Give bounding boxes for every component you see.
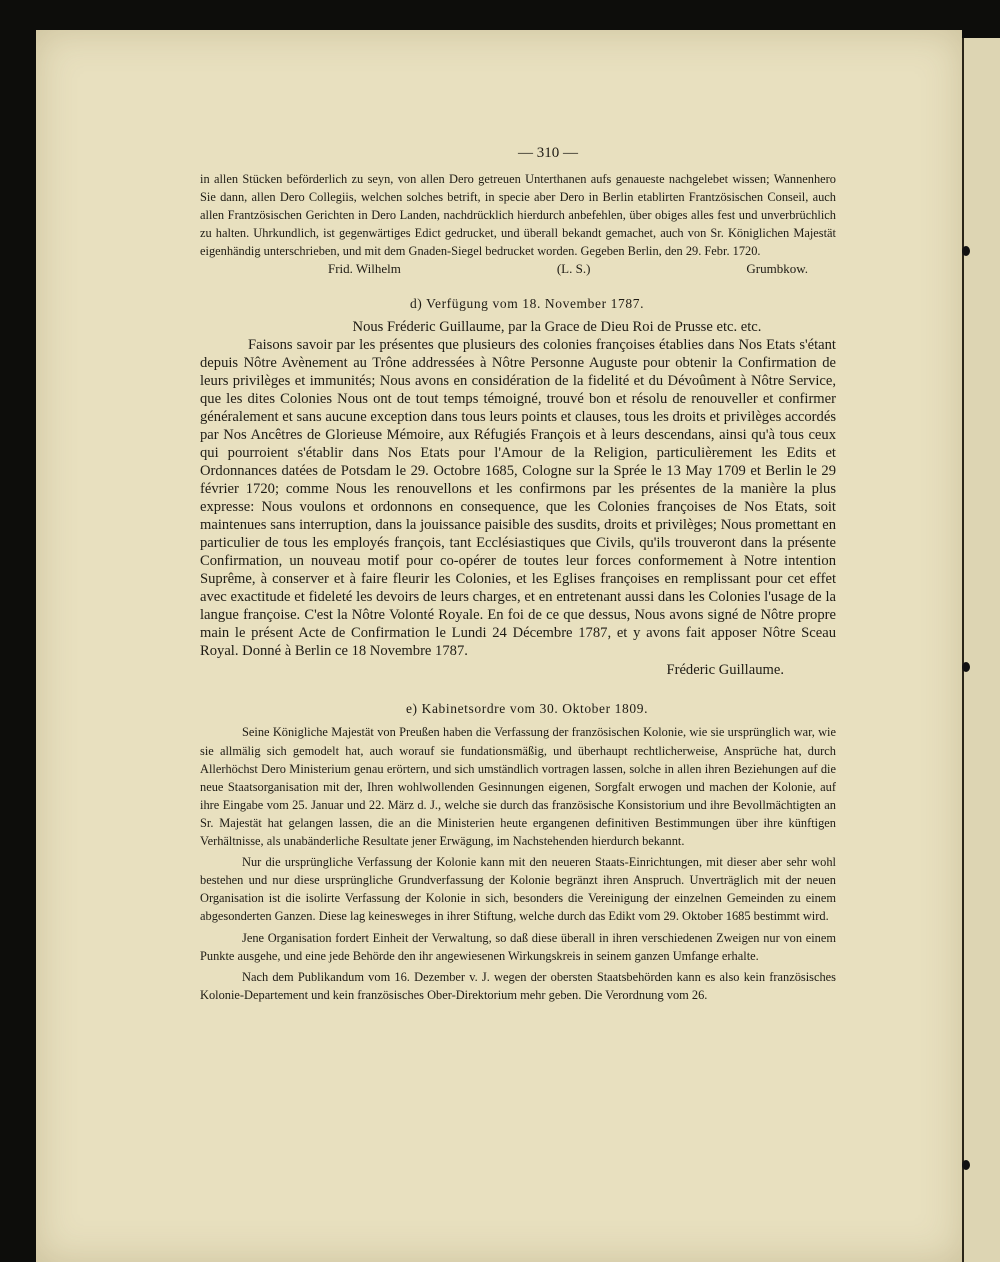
section-e-paragraph: Nur die ursprüngliche Verfassung der Kolonie kann mit den neueren Staats-Einrichtungen, mit dieser aber sehr wohl bestehen und nur diese ursprüngliche Grundverfassung der Kolonie begränzt ihren Anspruch. Unverträglich mit der neuen Organisation ist die isolirte Verfassung der Kolonie in sich, besonders die Vereinigung der einzelnen Gemeinden zu einem abgesonderten Ganzen. Diese lag keinesweges in ihrer Stiftung, welche durch das Edikt vom 29. Oktober 1685 bestimmt wird. bbox=[200, 855, 836, 924]
page-content bbox=[200, 145, 836, 1004]
section-d-opening: Nous Fréderic Guillaume, par la Grace de Dieu Roi de Prusse etc. etc. bbox=[352, 319, 762, 336]
section-d-heading: d) Verfügung vom 18. November 1787. bbox=[409, 296, 645, 312]
binding-hole bbox=[962, 246, 970, 256]
edict-text-continuation: in allen Stücken beförderlich zu seyn, von allen Dero getreuen Unterthanen aufs genaueste nachgelebet wissen; Wannenhero Sie dann, allen Dero Collegiis, welchen solches betrift, in specie aber Dero in Berlin etablirten Frantzösischen Conseil, auch allen Frantzösischen Gerichten in Dero Landen, nachdrücklich hierdurch anbefehlen, über obiges alles fest und unverbrüchlich zu halten. Uhrkundlich, ist gegenwärtiges Edict gedrucket, und überall bekandt gemachet, auch von Sr. Königlichen Majestät eigenhändig unterschrieben, und mit dem Gnaden-Siegel bedrucket worden. Gegeben Berlin, den 29. Febr. 1720. bbox=[200, 172, 836, 259]
section-d-closing-signature: Fréderic Guillaume. bbox=[666, 662, 784, 679]
seal-marker: (L. S.) bbox=[556, 261, 591, 277]
section-e-paragraph: Jene Organisation fordert Einheit der Verwaltung, so daß diese überall in ihren verschiedenen Zweigen nur von einem Punkte ausgehe, und eine jede Behörde den ihr angewiesenen Wirkungskreis in seinem ganzen Umfange erhalte. bbox=[200, 930, 836, 963]
section-e-paragraph: Nach dem Publikandum vom 16. Dezember v. J. wegen der obersten Staatsbehörden kann es also kein französisches Kolonie-Departement und kein französisches Ober-Direktorium mehr geben. Die Verordnung vom 26. bbox=[200, 969, 836, 1002]
page-number: — 310 — bbox=[518, 145, 578, 161]
section-e-paragraph: Seine Königliche Majestät von Preußen haben die Verfassung der französischen Kolonie, wie sie ursprünglich war, wie sie allmälig sich gemodelt hat, auch worauf sie fundationsmäßig, und überhaupt rechtlicherweise, Ansprüche hat, durch Allerhöchst Dero Ministerium genau erörtern, und sich umständlich vortragen lassen, solche in allen ihren Beziehungen auf die neue Staatsorganisation mit der, Ihren wohlwollenden Gesinnungen eigenen, Sorgfalt erwogen und machen der Kolonie, auf ihre Eingabe vom 25. Januar und 22. März d. J., welche sie durch das französische Konsistorium und ihre Bevollmächtigten an Sr. Majestät hat gelangen lassen, die an die Ministerien heute ergangenen definitiven Bestimmungen über ihre künftigen Verhältnisse, als unabänderliche Resultate jener Erwägung, im Nachstehenden hierdurch bekannt. bbox=[200, 725, 836, 849]
signature-line bbox=[200, 261, 836, 277]
binding-hole bbox=[962, 1160, 970, 1170]
facing-page-edge bbox=[962, 38, 1000, 1262]
signature-grumbkow: Grumbkow. bbox=[746, 261, 808, 277]
section-d-body: Faisons savoir par les présentes que plusieurs des colonies françoises établies dans Nos Etats s'étant depuis Nôtre Avènement au Trône addressées à Nôtre Personne Auguste pour obtenir la Confirmation de leurs privilèges et immunités; Nous avons en considération de la fidelité et du Dévoûment à Nôtre Service, que les dites Colonies Nous ont de tout temps témoigné, trouvé bon et résolu de renouveller et confirmer généralement et sans aucune exception dans tous leurs points et clauses, tous les droits et privilèges accordés par Nos Ancêtres de Glorieuse Mémoire, aux Réfugiés François et à leurs descendans, ainsi qu'à tous ceux qui pourroient s'établir dans Nos Etats pour l'Amour de la Religion, particulièrement les Edits et Ordonnances datées de Potsdam le 29. Octobre 1685, Cologne sur la Sprée le 13 May 1709 et Berlin le 29 février 1720; comme Nous les renouvellons et les confirmons par les présentes de la manière la plus expresse: Nous voulons et ordonnons en consequence, que les Colonies françoises de Nos Etats, soit maintenues sans interruption, dans la jouissance paisible des susdits, droits et privilèges; Nous promettant en particulier de tous les employés françois, tant Ecclésiastiques que Civils, qu'ils trouveront dans la présente Confirmation, un nouveau motif pour co-opérer de toutes leur forces conformement à Notre intention Suprême, à conserver et à faire fleurir les Colonies, et les Eglises françoises en remplissant pour cet effet avec exactitude et fideleté les devoirs de leurs charges, et en entretenant aussi dans les Colonies l'usage de la langue françoise. C'est la Nôtre Volonté Royale. En foi de ce que dessus, Nous avons signé de Nôtre propre main le présent Acte de Confirmation le Lundi 24 Décembre 1787, et y avons fait apposer Nôtre Sceau Royal. Donné à Berlin ce 18 Novembre 1787. bbox=[200, 337, 836, 660]
binding-hole bbox=[962, 662, 970, 672]
section-e-heading: e) Kabinetsordre vom 30. Oktober 1809. bbox=[405, 701, 649, 717]
signature-frid-wilhelm: Frid. Wilhelm bbox=[328, 261, 401, 277]
